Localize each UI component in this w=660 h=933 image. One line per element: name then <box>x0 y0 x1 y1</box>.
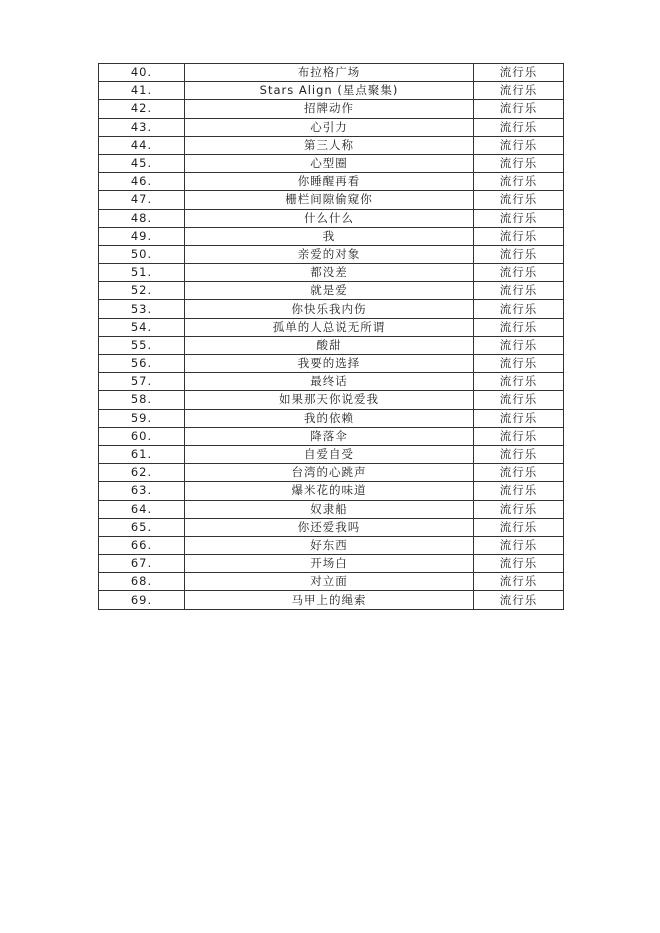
row-number-cell: 45. <box>99 154 185 172</box>
genre-cell: 流行乐 <box>474 355 564 373</box>
row-number-cell: 40. <box>99 64 185 82</box>
genre-cell: 流行乐 <box>474 209 564 227</box>
song-title-cell: 你快乐我内伤 <box>185 300 474 318</box>
song-title-cell: 心引力 <box>185 118 474 136</box>
song-table-body <box>99 64 564 610</box>
row-number-cell: 51. <box>99 264 185 282</box>
row-number-cell: 55. <box>99 336 185 354</box>
genre-cell: 流行乐 <box>474 173 564 191</box>
table-row <box>99 355 564 373</box>
song-title-cell: 布拉格广场 <box>185 64 474 82</box>
genre-cell: 流行乐 <box>474 445 564 463</box>
genre-cell: 流行乐 <box>474 154 564 172</box>
genre-cell: 流行乐 <box>474 536 564 554</box>
song-title-cell: 就是爱 <box>185 282 474 300</box>
genre-cell: 流行乐 <box>474 591 564 609</box>
table-row <box>99 118 564 136</box>
row-number-cell: 62. <box>99 464 185 482</box>
table-row <box>99 427 564 445</box>
genre-cell: 流行乐 <box>474 100 564 118</box>
song-title-cell: Stars Align (星点聚集) <box>185 82 474 100</box>
song-title-cell: 降落伞 <box>185 427 474 445</box>
genre-cell: 流行乐 <box>474 427 564 445</box>
song-title-cell: 亲爱的对象 <box>185 245 474 263</box>
table-row <box>99 318 564 336</box>
row-number-cell: 61. <box>99 445 185 463</box>
table-row <box>99 264 564 282</box>
song-title-cell: 开场白 <box>185 555 474 573</box>
genre-cell: 流行乐 <box>474 264 564 282</box>
table-row <box>99 100 564 118</box>
row-number-cell: 49. <box>99 227 185 245</box>
row-number-cell: 65. <box>99 518 185 536</box>
table-row <box>99 373 564 391</box>
row-number-cell: 58. <box>99 391 185 409</box>
genre-cell: 流行乐 <box>474 409 564 427</box>
row-number-cell: 43. <box>99 118 185 136</box>
song-title-cell: 台湾的心跳声 <box>185 464 474 482</box>
row-number-cell: 69. <box>99 591 185 609</box>
genre-cell: 流行乐 <box>474 191 564 209</box>
table-row <box>99 282 564 300</box>
row-number-cell: 68. <box>99 573 185 591</box>
song-title-cell: 都没差 <box>185 264 474 282</box>
row-number-cell: 64. <box>99 500 185 518</box>
table-row <box>99 500 564 518</box>
song-title-cell: 奴隶船 <box>185 500 474 518</box>
song-title-cell: 自爱自受 <box>185 445 474 463</box>
song-title-cell: 对立面 <box>185 573 474 591</box>
row-number-cell: 67. <box>99 555 185 573</box>
table-row <box>99 482 564 500</box>
table-row <box>99 245 564 263</box>
row-number-cell: 42. <box>99 100 185 118</box>
song-title-cell: 爆米花的味道 <box>185 482 474 500</box>
table-row <box>99 209 564 227</box>
row-number-cell: 60. <box>99 427 185 445</box>
row-number-cell: 53. <box>99 300 185 318</box>
row-number-cell: 59. <box>99 409 185 427</box>
row-number-cell: 48. <box>99 209 185 227</box>
song-title-cell: 第三人称 <box>185 136 474 154</box>
table-row <box>99 591 564 609</box>
table-row <box>99 64 564 82</box>
table-row <box>99 300 564 318</box>
genre-cell: 流行乐 <box>474 573 564 591</box>
genre-cell: 流行乐 <box>474 518 564 536</box>
table-row <box>99 555 564 573</box>
row-number-cell: 47. <box>99 191 185 209</box>
genre-cell: 流行乐 <box>474 64 564 82</box>
table-row <box>99 154 564 172</box>
table-row <box>99 409 564 427</box>
row-number-cell: 54. <box>99 318 185 336</box>
row-number-cell: 46. <box>99 173 185 191</box>
row-number-cell: 56. <box>99 355 185 373</box>
song-title-cell: 我要的选择 <box>185 355 474 373</box>
row-number-cell: 63. <box>99 482 185 500</box>
row-number-cell: 44. <box>99 136 185 154</box>
genre-cell: 流行乐 <box>474 391 564 409</box>
song-title-cell: 好东西 <box>185 536 474 554</box>
table-row <box>99 191 564 209</box>
table-row <box>99 82 564 100</box>
song-title-cell: 你还爱我吗 <box>185 518 474 536</box>
genre-cell: 流行乐 <box>474 464 564 482</box>
table-row <box>99 518 564 536</box>
genre-cell: 流行乐 <box>474 136 564 154</box>
song-title-cell: 最终话 <box>185 373 474 391</box>
row-number-cell: 57. <box>99 373 185 391</box>
song-title-cell: 栅栏间隙偷窥你 <box>185 191 474 209</box>
song-title-cell: 如果那天你说爱我 <box>185 391 474 409</box>
table-row <box>99 391 564 409</box>
table-row <box>99 336 564 354</box>
song-title-cell: 马甲上的绳索 <box>185 591 474 609</box>
genre-cell: 流行乐 <box>474 282 564 300</box>
genre-cell: 流行乐 <box>474 482 564 500</box>
song-title-cell: 我的依赖 <box>185 409 474 427</box>
genre-cell: 流行乐 <box>474 500 564 518</box>
genre-cell: 流行乐 <box>474 373 564 391</box>
genre-cell: 流行乐 <box>474 82 564 100</box>
song-title-cell: 什么什么 <box>185 209 474 227</box>
song-title-cell: 孤单的人总说无所谓 <box>185 318 474 336</box>
row-number-cell: 66. <box>99 536 185 554</box>
row-number-cell: 50. <box>99 245 185 263</box>
song-table <box>98 63 564 610</box>
genre-cell: 流行乐 <box>474 227 564 245</box>
table-row <box>99 573 564 591</box>
table-row <box>99 464 564 482</box>
table-row <box>99 136 564 154</box>
table-row <box>99 445 564 463</box>
table-row <box>99 227 564 245</box>
song-title-cell: 你睡醒再看 <box>185 173 474 191</box>
song-title-cell: 招牌动作 <box>185 100 474 118</box>
song-title-cell: 心型圈 <box>185 154 474 172</box>
song-title-cell: 我 <box>185 227 474 245</box>
row-number-cell: 52. <box>99 282 185 300</box>
row-number-cell: 41. <box>99 82 185 100</box>
song-title-cell: 酸甜 <box>185 336 474 354</box>
table-row <box>99 536 564 554</box>
genre-cell: 流行乐 <box>474 245 564 263</box>
genre-cell: 流行乐 <box>474 318 564 336</box>
genre-cell: 流行乐 <box>474 300 564 318</box>
table-row <box>99 173 564 191</box>
genre-cell: 流行乐 <box>474 336 564 354</box>
genre-cell: 流行乐 <box>474 555 564 573</box>
genre-cell: 流行乐 <box>474 118 564 136</box>
